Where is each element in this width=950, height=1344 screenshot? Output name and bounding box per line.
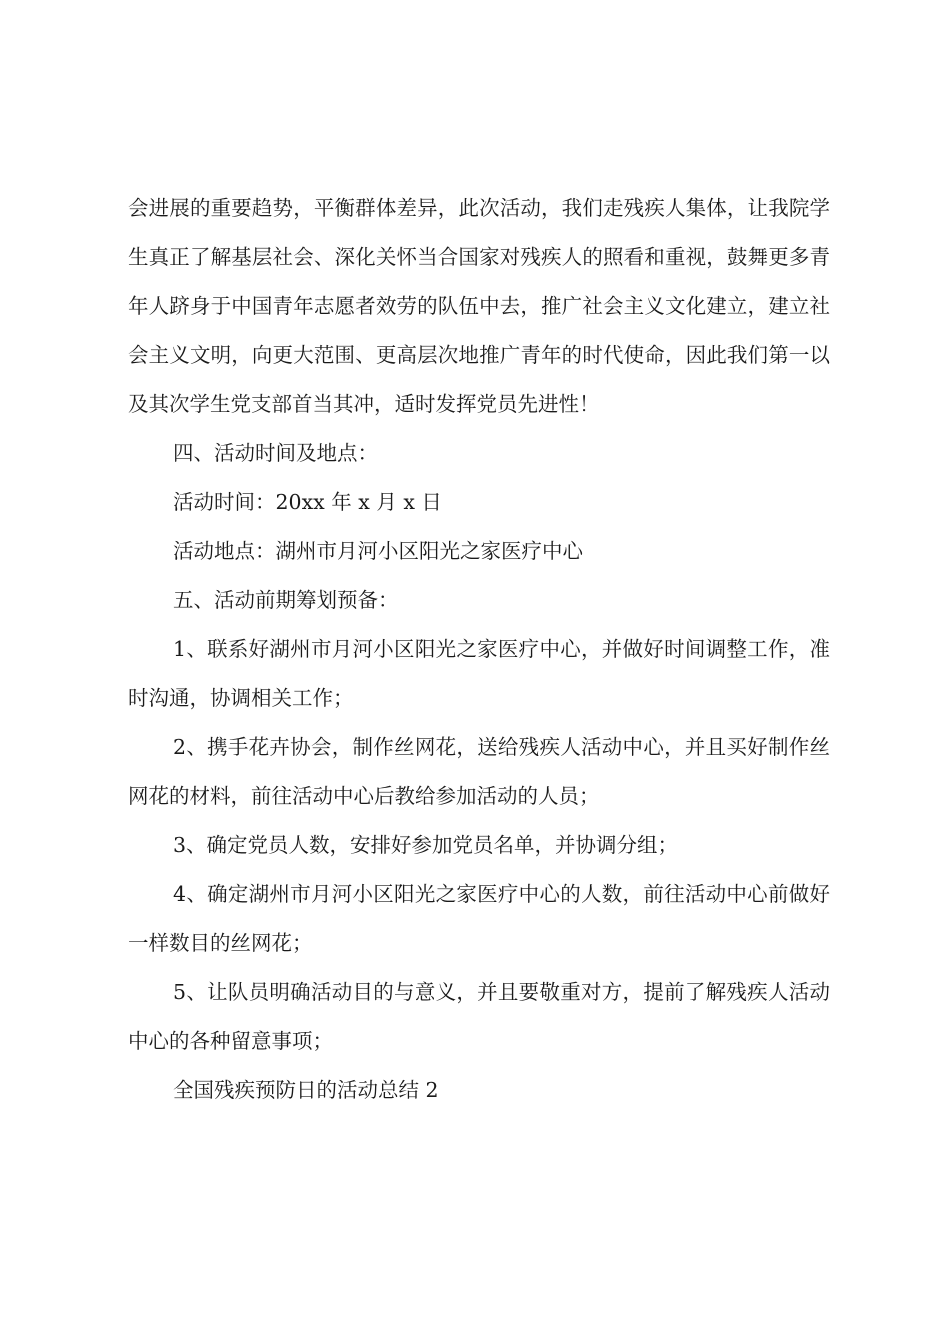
activity-location: 活动地点：湖州市月河小区阳光之家医疗中心: [173, 539, 583, 563]
section-5-heading: 五、活动前期筹划预备：: [173, 588, 399, 612]
prep-item-2: 2、携手花卉协会，制作丝网花，送给残疾人活动中心，并且买好制作丝网花的材料，前往活动中心后教给参加活动的人员；: [128, 735, 830, 808]
paragraph-intro-continued: 会进展的重要趋势，平衡群体差异，此次活动，我们走残疾人集体，让我院学生真正了解基层社会、深化关怀当合国家对残疾人的照看和重视，鼓舞更多青年人跻身于中国青年志愿者效劳的队伍中去，推广社会主义文化建立，建立社会主义文明，向更大范围、更高层次地推广青年的时代使命，因此我们第一以及其次学生党支部首当其冲，适时发挥党员先进性！: [128, 196, 830, 416]
prep-item-5: 5、让队员明确活动目的与意义，并且要敬重对方，提前了解残疾人活动中心的各种留意事项；: [128, 980, 830, 1053]
prep-item-4: 4、确定湖州市月河小区阳光之家医疗中心的人数，前往活动中心前做好一样数目的丝网花；: [128, 882, 830, 955]
next-section-title: 全国残疾预防日的活动总结 2: [173, 1078, 439, 1102]
activity-time: 活动时间：20xx 年 x 月 x 日: [173, 490, 442, 514]
document-body: [128, 184, 830, 1115]
section-4-heading: 四、活动时间及地点：: [173, 441, 378, 465]
prep-item-3: 3、确定党员人数，安排好参加党员名单，并协调分组；: [173, 833, 679, 857]
prep-item-1: 1、联系好湖州市月河小区阳光之家医疗中心，并做好时间调整工作，准时沟通，协调相关工作；: [128, 637, 830, 710]
